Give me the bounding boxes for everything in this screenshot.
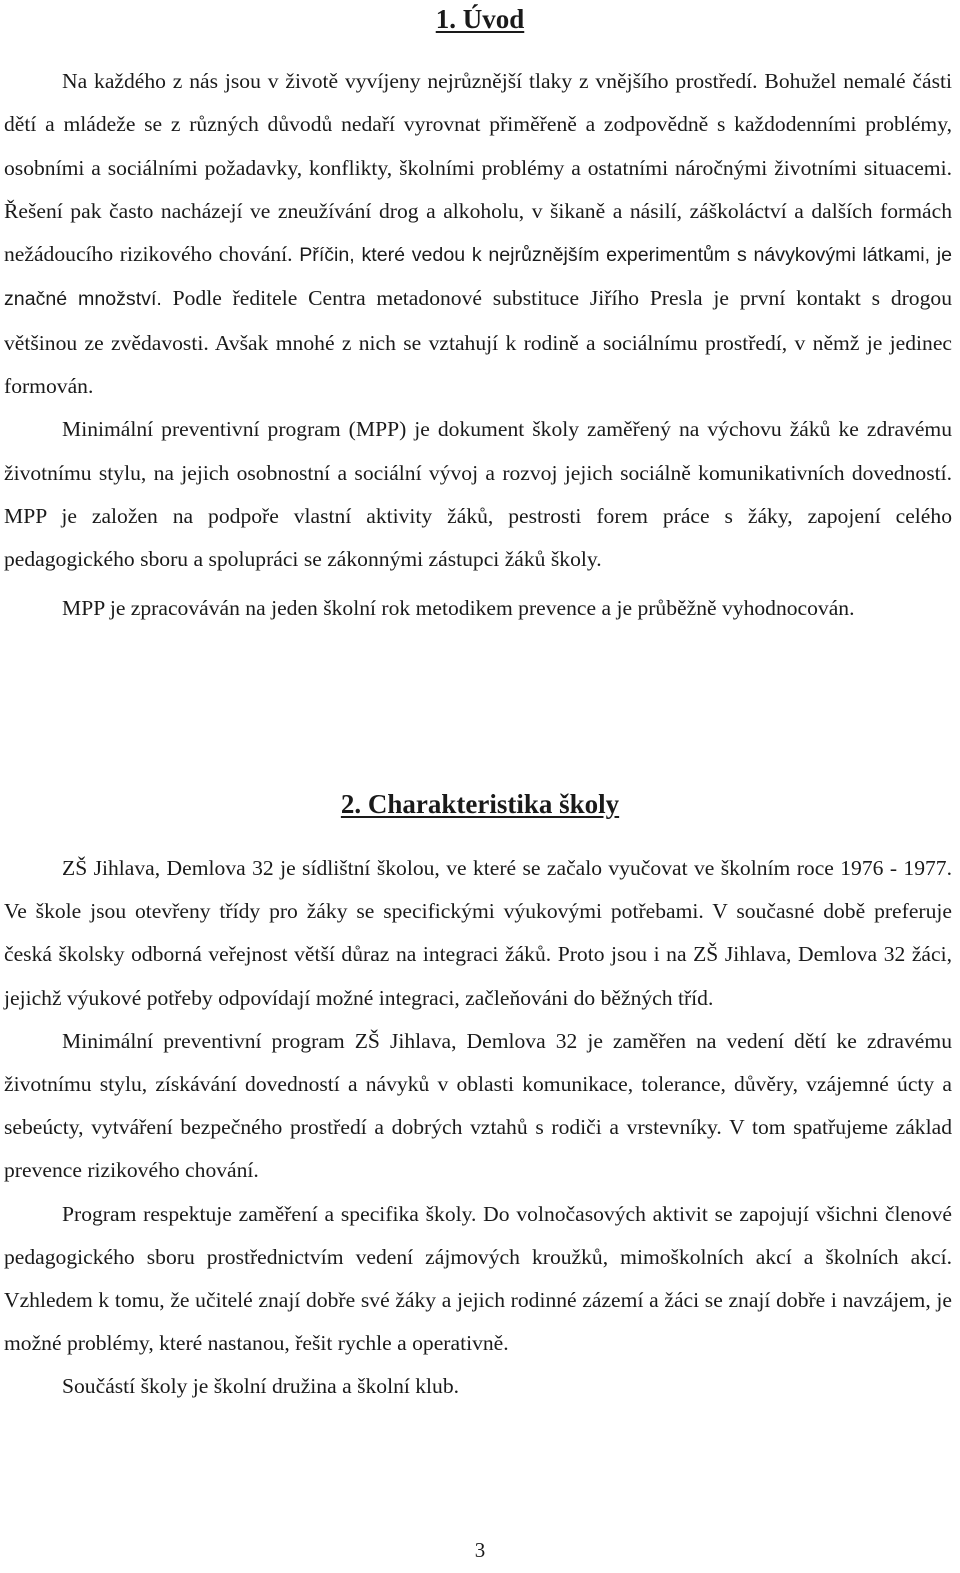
mpp-evaluation-paragraph: MPP je zpracováván na jeden školní rok metodikem prevence a je průběžně vyhodnocován. [62, 595, 855, 620]
mpp-definition-paragraph: Minimální preventivní program (MPP) je dokument školy zaměřený na výchovu žáků ke zdravému životnímu stylu, na jejich osobnostní a sociální vývoj a rozvoj jejich sociálně komunikativních dovedností. MPP je založen na podpoře vlastní aktivity žáků, pestrosti forem práce s žáky, zapojení celého pedagogického sboru a spolupráci se zákonnými zástupci žáků školy. [4, 417, 952, 572]
intro-paragraph [4, 60, 952, 408]
section-2-title: 2. Charakteristika školy [340, 789, 620, 819]
page-number: 3 [474, 1538, 486, 1562]
section-2-body [4, 847, 952, 1409]
section-1-heading [0, 3, 960, 35]
school-components-paragraph: Součástí školy je školní družina a školní klub. [62, 1374, 460, 1399]
school-history-paragraph: ZŠ Jihlava, Demlova 32 je sídlištní školou, ve které se začalo vyučovat ve školním roce 1976 - 1977. Ve škole jsou otevřeny třídy pro žáky se specifickými výukovými potřebami. V současné době preferuje česká školsky odborná veřejnost větší důraz na integraci žáků. Proto jsou i na ZŠ Jihlava, Demlova 32 žáci, jejichž výukové potřeby odpovídají možné integraci, začleňováni do běžných tříd. [4, 856, 952, 1010]
section-2-heading [0, 788, 960, 820]
program-specifics-paragraph: Program respektuje zaměření a specifika školy. Do volnočasových aktivit se zapojují všichni členové pedagogického sboru prostřednictvím vedení zájmových kroužků, mimoškolních akcí a školních akcí. Vzhledem k tomu, že učitelé znají dobře své žáky a jejich rodinné zázemí a žáci se znají dobře i navzájem, je možné problémy, které nastanou, řešit rychle a operativně. [4, 1201, 952, 1356]
section-1-body [4, 60, 952, 623]
intro-paragraph-rest: Podle ředitele Centra metadonové substituce Jiřího Presla je první kontakt s drogou většinou ze zvědavosti. Avšak mnohé z nich se vztahují k rodině a sociálnímu prostředí, v němž je jedinec formován. [4, 286, 952, 399]
program-focus-paragraph: Minimální preventivní program ZŠ Jihlava, Demlova 32 je zaměřen na vedení dětí ke zdravému životnímu stylu, získávání dovedností a návyků v oblasti komunikace, tolerance, důvěry, vzájemné úcty a sebeúcty, vytváření bezpečného prostředí a dobrých vztahů s rodiči a vrstevníky. V tom spatřujeme základ prevence rizikového chování. [4, 1028, 952, 1183]
intro-paragraph-lead: Na každého z nás jsou v životě vyvíjeny nejrůznější tlaky z vnějšího prostředí. Bohužel nemalé části dětí a mládeže se z různých důvodů nedaří vyrovnat přiměřeně a zodpovědně s každodenními problémy, osobními a sociálními požadavky, konflikty, školními problémy a ostatními náročnými životními situacemi. Řešení pak často nacházejí ve zneužívání drog a alkoholu, v šikaně a násilí, záškoláctví a dalších formách nežádoucího rizikového chování. [4, 69, 952, 267]
intro-paragraph-causes: Příčin, které vedou k nejrůznějším experimentům s návykovými látkami, je značné množství. [4, 244, 952, 311]
section-1-title: 1. Úvod [435, 4, 525, 34]
